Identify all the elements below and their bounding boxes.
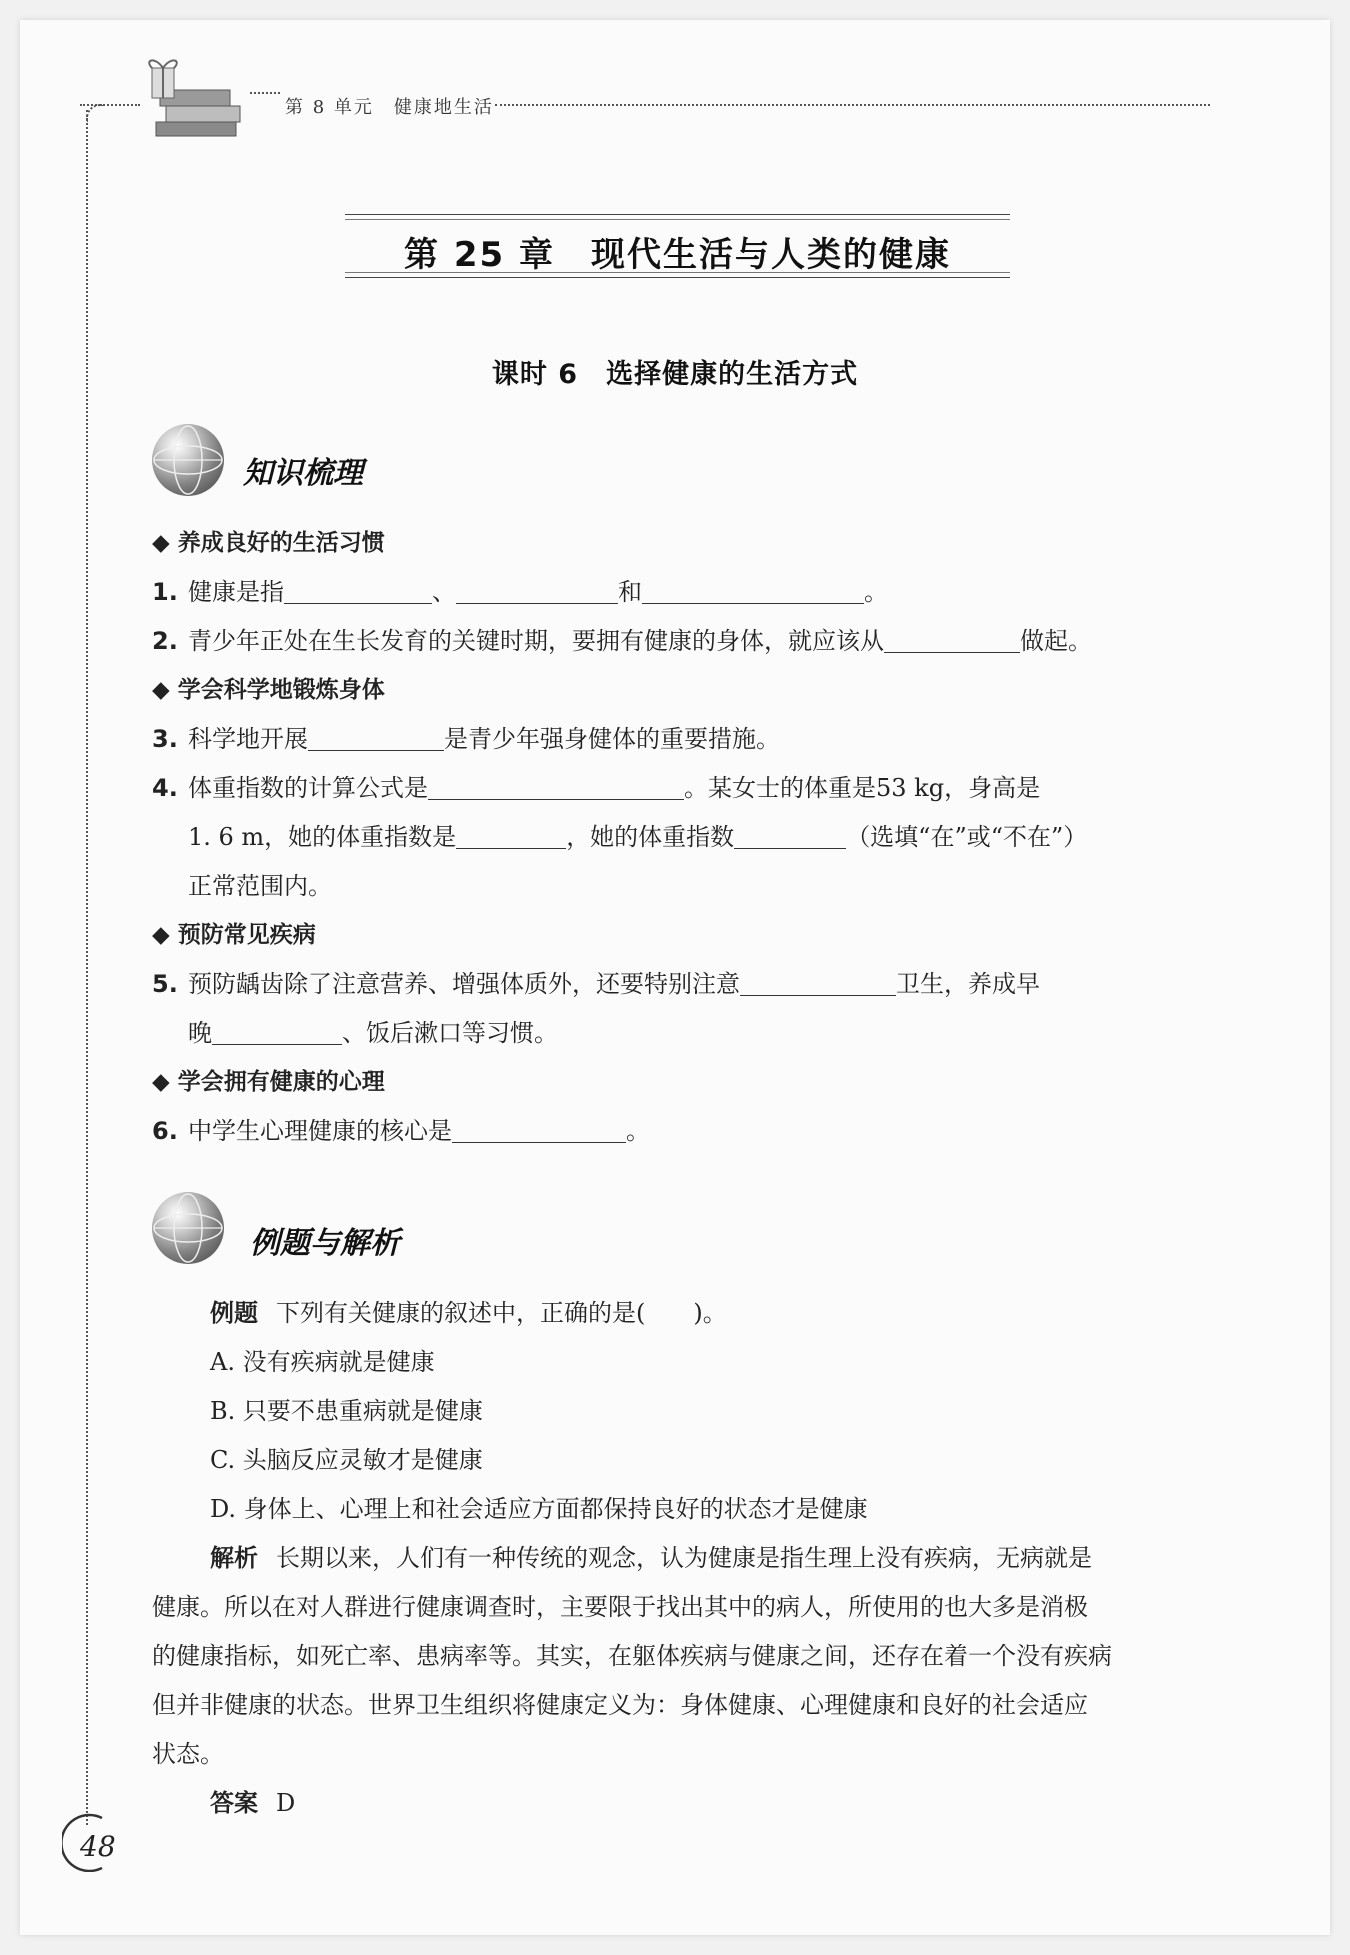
option-d: D. 身体上、心理上和社会适应方面都保持良好的状态才是健康 xyxy=(210,1495,868,1523)
option-a: A. 没有疾病就是健康 xyxy=(210,1348,435,1376)
books-gift-icon xyxy=(130,50,250,140)
question-5: 5. 预防龋齿除了注意营养、增强体质外，还要特别注意 卫生，养成早 xyxy=(152,970,1040,998)
globe-icon xyxy=(152,424,224,496)
subheading-habits: ◆ 养成良好的生活习惯 xyxy=(152,530,385,556)
answer-blank[interactable] xyxy=(456,824,566,849)
page-number: 48 xyxy=(80,1830,116,1863)
answer-blank[interactable] xyxy=(734,824,846,849)
analysis-line-1: 解析 长期以来，人们有一种传统的观念，认为健康是指生理上没有疾病，无病就是 xyxy=(210,1544,1092,1572)
answer-blank[interactable] xyxy=(212,1020,342,1045)
option-c: C. 头脑反应灵敏才是健康 xyxy=(210,1446,483,1474)
analysis-line-2: 健康。所以在对人群进行健康调查时，主要限于找出其中的病人，所使用的也大多是消极 xyxy=(152,1593,1088,1621)
lesson-title: 课时 6 选择健康的生活方式 xyxy=(491,359,859,390)
subheading-mental: ◆ 学会拥有健康的心理 xyxy=(152,1069,385,1095)
chapter-title-box xyxy=(345,214,1010,278)
question-3: 3. 科学地开展 是青少年强身健体的重要措施。 xyxy=(152,725,780,753)
section-title-knowledge: 知识梳理 xyxy=(243,456,363,491)
analysis-line-5: 状态。 xyxy=(152,1740,224,1768)
question-1: 1. 健康是指 、 和 。 xyxy=(152,578,888,606)
answer-line: 答案 D xyxy=(210,1789,296,1817)
example-question: 例题 下列有关健康的叙述中，正确的是( )。 xyxy=(210,1299,727,1327)
analysis-line-4: 但并非健康的状态。世界卫生组织将健康定义为：身体健康、心理健康和良好的社会适应 xyxy=(152,1691,1088,1719)
question-4: 4. 体重指数的计算公式是 。某女士的体重是53 kg，身高是 xyxy=(152,774,1041,802)
question-6: 6. 中学生心理健康的核心是 。 xyxy=(152,1117,650,1145)
chapter-title: 第 25 章 现代生活与人类的健康 xyxy=(404,235,951,275)
answer-blank[interactable] xyxy=(740,971,896,996)
answer-blank[interactable] xyxy=(642,579,864,604)
header-dotted-rule-left xyxy=(80,104,140,106)
analysis-line-3: 的健康指标，如死亡率、患病率等。其实，在躯体疾病与健康之间，还存在着一个没有疾病 xyxy=(152,1642,1112,1670)
answer-blank[interactable] xyxy=(456,579,618,604)
question-5-line-2: 晚 、饭后漱口等习惯。 xyxy=(188,1019,558,1047)
option-b: B. 只要不患重病就是健康 xyxy=(210,1397,483,1425)
header-dotted-rule xyxy=(250,92,280,94)
answer-blank[interactable] xyxy=(308,726,444,751)
section-title-examples: 例题与解析 xyxy=(250,1226,400,1261)
globe-icon xyxy=(152,1192,224,1264)
answer-blank[interactable] xyxy=(452,1118,626,1143)
answer-blank[interactable] xyxy=(284,579,432,604)
question-2: 2. 青少年正处在生长发育的关键时期，要拥有健康的身体，就应该从 做起。 xyxy=(152,627,1092,655)
header-dotted-rule-right xyxy=(495,104,1210,106)
answer-blank[interactable] xyxy=(428,775,684,800)
answer-blank[interactable] xyxy=(884,628,1020,653)
question-4-line-2: 1. 6 m，她的体重指数是 ，她的体重指数 （选填“在”或“不在”） xyxy=(188,823,1088,851)
subheading-disease: ◆ 预防常见疾病 xyxy=(152,922,316,948)
question-4-line-3: 正常范围内。 xyxy=(188,872,332,900)
answer-value: D xyxy=(276,1789,296,1817)
unit-label: 第 8 单元 健康地生活 xyxy=(285,97,494,118)
subheading-exercise: ◆ 学会科学地锻炼身体 xyxy=(152,677,385,703)
